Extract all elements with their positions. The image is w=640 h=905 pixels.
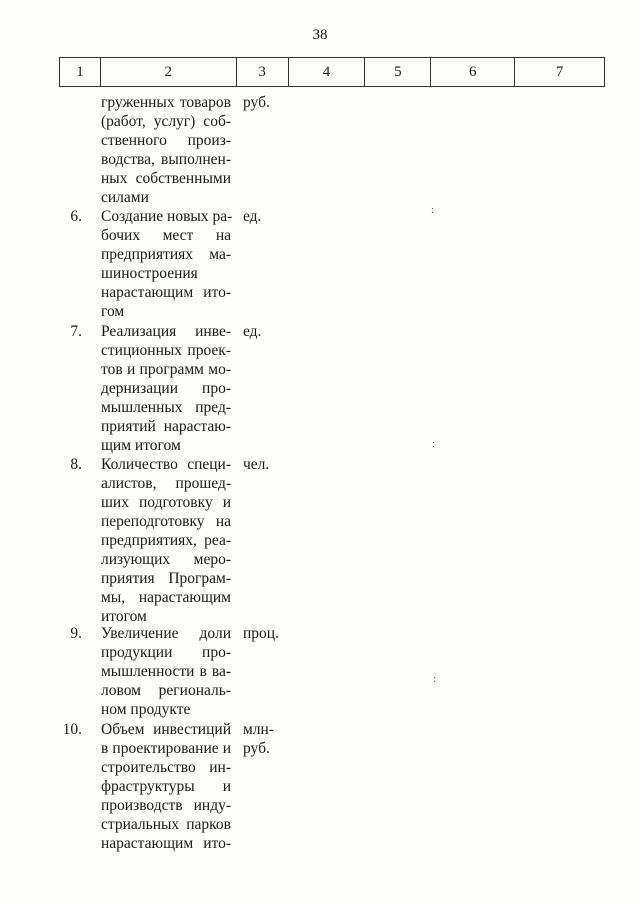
unit: [243, 624, 279, 643]
scan-speck: :: [433, 673, 437, 685]
name-line: гом: [101, 303, 125, 320]
column-header-2: 2: [101, 58, 237, 86]
name-line: стриальных парков: [101, 816, 231, 833]
row-number: 8.: [70, 456, 82, 473]
name-line: предприятиях ма-: [101, 246, 231, 263]
name-line: ном продукте: [101, 701, 191, 718]
name-line: переподготовку на: [101, 513, 231, 530]
name-line: нарастающим ито-: [101, 835, 231, 852]
column-header-7: 7: [515, 58, 605, 86]
name-line: щим итогом: [101, 437, 181, 454]
name-line: водства, выполнен-: [101, 151, 231, 168]
name-line: Объем инвестиций: [101, 721, 231, 738]
unit-line: руб.: [243, 94, 270, 111]
name-line: в проектирование и: [101, 740, 231, 757]
unit-line: руб.: [243, 740, 270, 757]
name-line: нарастающим ито-: [101, 284, 231, 301]
unit-line: ед.: [243, 323, 262, 340]
name-line: итогом: [101, 608, 147, 625]
column-header-5: 5: [365, 58, 431, 86]
unit-line: млн-: [243, 721, 274, 738]
row-number: 10.: [62, 721, 82, 738]
unit: [243, 720, 274, 758]
name-line: ловом региональ-: [101, 682, 231, 699]
column-header-6: 6: [431, 58, 515, 86]
name-line: (работ, услуг) соб-: [101, 113, 231, 130]
scan-speck: :: [432, 438, 436, 450]
unit: [243, 93, 270, 112]
scan-speck: :: [431, 204, 435, 216]
column-header-4: 4: [289, 58, 366, 86]
name-line: Количество специ-: [101, 456, 231, 473]
name-line: Реализация инве-: [101, 323, 231, 340]
unit: [243, 455, 269, 474]
name-line: бочих мест на: [101, 227, 231, 244]
name-line: строительство ин-: [101, 759, 231, 776]
name-line: ных собственными: [101, 170, 231, 187]
name-line: приятия Програм-: [101, 570, 231, 587]
name-line: мышленных пред-: [101, 399, 231, 416]
name-line: предприятиях, реа-: [101, 532, 231, 549]
name-line: ственного произ-: [101, 132, 231, 149]
unit: [243, 207, 261, 226]
indicator-name: [101, 720, 231, 853]
name-line: мы, нарастающим: [101, 589, 231, 606]
name-line: алистов, прошед-: [101, 475, 231, 492]
page-number: 38: [312, 27, 328, 43]
indicator-name: [101, 207, 231, 321]
name-line: ших подготовку и: [101, 494, 231, 511]
name-line: силами: [101, 189, 149, 206]
indicator-name: [101, 455, 231, 626]
name-line: груженных товаров: [101, 94, 231, 111]
name-line: мышленности в ва-: [101, 663, 231, 680]
name-line: лизующих меро-: [101, 551, 231, 568]
name-line: стиционных проек-: [101, 342, 231, 359]
name-line: фраструктуры и: [101, 778, 231, 795]
name-line: Создание новых ра-: [101, 208, 233, 225]
unit-line: проц.: [243, 625, 279, 642]
row-number: 9.: [70, 625, 82, 642]
indicator-name: [101, 93, 231, 207]
unit-line: чел.: [243, 456, 270, 473]
table-header: [59, 57, 605, 87]
name-line: дернизации про-: [101, 380, 231, 397]
name-line: производств инду-: [101, 797, 231, 814]
indicator-name: [101, 322, 231, 455]
row-number: 7.: [70, 323, 82, 340]
name-line: тов и программ мо-: [101, 361, 231, 378]
name-line: шиностроения: [101, 265, 198, 282]
column-header-1: 1: [60, 58, 101, 86]
name-line: продукции про-: [101, 644, 231, 661]
name-line: приятий нарастаю-: [101, 418, 231, 435]
unit: [243, 322, 261, 341]
row-number: 6.: [70, 208, 82, 225]
indicator-name: [101, 624, 231, 719]
name-line: Увеличение доли: [101, 625, 231, 642]
unit-line: ед.: [243, 208, 262, 225]
column-header-3: 3: [237, 58, 289, 86]
